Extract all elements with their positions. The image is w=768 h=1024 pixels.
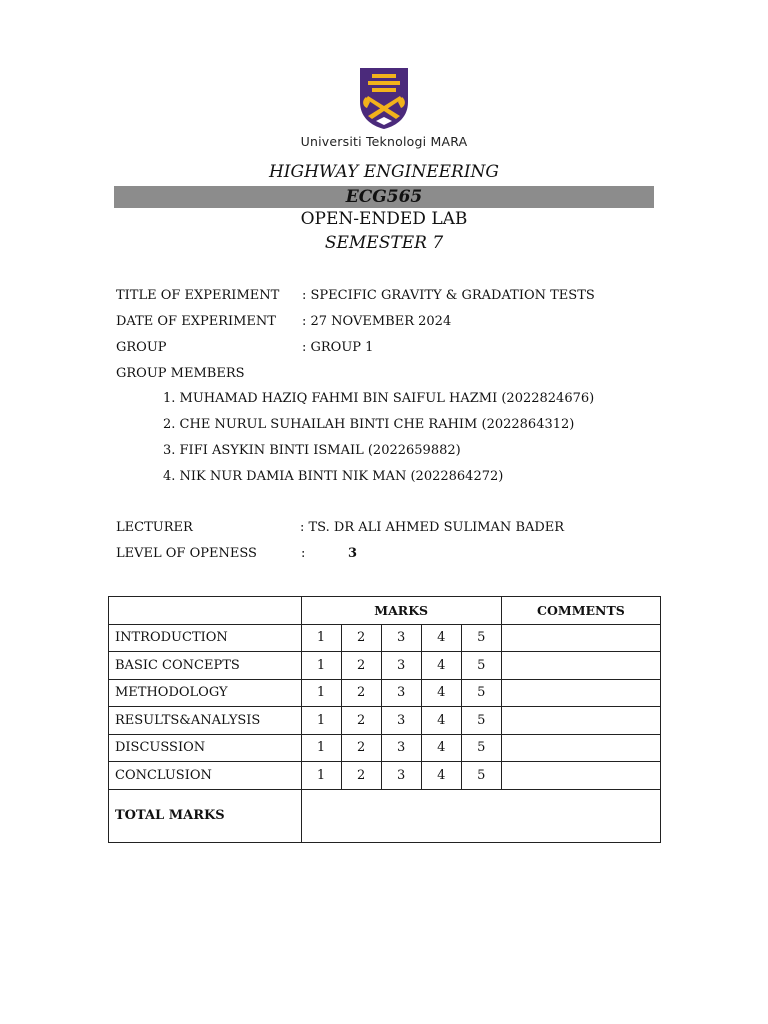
score-cell[interactable]: 5: [461, 679, 501, 707]
score-cell[interactable]: 2: [341, 762, 381, 790]
score-cell[interactable]: 2: [341, 679, 381, 707]
criterion-label: BASIC CONCEPTS: [109, 652, 302, 680]
criterion-label: INTRODUCTION: [109, 624, 302, 652]
score-cell[interactable]: 5: [461, 762, 501, 790]
score-cell[interactable]: 4: [421, 679, 461, 707]
criterion-label: METHODOLOGY: [109, 679, 302, 707]
semester: SEMESTER 7: [324, 233, 444, 253]
score-cell[interactable]: 2: [341, 734, 381, 762]
table-row: [109, 624, 661, 652]
openness-value: 3: [348, 546, 358, 561]
table-row: [109, 734, 661, 762]
table-row: [109, 652, 661, 680]
score-cell[interactable]: 5: [461, 624, 501, 652]
table-row: [109, 679, 661, 707]
group-label: GROUP: [116, 340, 167, 355]
date-value: : 27 NOVEMBER 2024: [302, 314, 452, 329]
group-value: : GROUP 1: [302, 340, 374, 355]
blank-header-cell: [109, 597, 302, 625]
score-cell[interactable]: 3: [381, 679, 421, 707]
course-title: HIGHWAY ENGINEERING: [268, 162, 500, 182]
score-cell[interactable]: 2: [341, 707, 381, 735]
table-row: [109, 762, 661, 790]
score-cell[interactable]: 2: [341, 624, 381, 652]
criterion-label: DISCUSSION: [109, 734, 302, 762]
uitm-logo: [358, 66, 410, 130]
score-cell[interactable]: 1: [301, 652, 341, 680]
score-cell[interactable]: 1: [301, 679, 341, 707]
score-cell[interactable]: 4: [421, 624, 461, 652]
lab-type: OPEN-ENDED LAB: [300, 209, 468, 229]
member-item: 3. FIFI ASYKIN BINTI ISMAIL (2022659882): [163, 443, 461, 458]
table-row: [109, 707, 661, 735]
comment-cell[interactable]: [501, 679, 660, 707]
criterion-label: CONCLUSION: [109, 762, 302, 790]
total-marks-cell[interactable]: [301, 789, 660, 842]
score-cell[interactable]: 5: [461, 707, 501, 735]
comment-cell[interactable]: [501, 624, 660, 652]
score-cell[interactable]: 3: [381, 624, 421, 652]
score-cell[interactable]: 1: [301, 762, 341, 790]
comment-cell[interactable]: [501, 762, 660, 790]
university-name: Universiti Teknologi MARA: [300, 134, 468, 149]
score-cell[interactable]: 4: [421, 707, 461, 735]
score-cell[interactable]: 3: [381, 707, 421, 735]
score-cell[interactable]: 2: [341, 652, 381, 680]
comment-cell[interactable]: [501, 652, 660, 680]
score-cell[interactable]: 4: [421, 652, 461, 680]
score-cell[interactable]: 1: [301, 707, 341, 735]
marks-header: MARKS: [301, 597, 501, 625]
openness-label: LEVEL OF OPENESS: [116, 546, 257, 561]
score-cell[interactable]: 4: [421, 762, 461, 790]
comment-cell[interactable]: [501, 734, 660, 762]
score-cell[interactable]: 3: [381, 762, 421, 790]
score-cell[interactable]: 1: [301, 734, 341, 762]
table-header-row: [109, 597, 661, 625]
date-label: DATE OF EXPERIMENT: [116, 314, 276, 329]
comment-cell[interactable]: [501, 707, 660, 735]
score-cell[interactable]: 1: [301, 624, 341, 652]
score-cell[interactable]: 5: [461, 734, 501, 762]
criterion-label: RESULTS&ANALYSIS: [109, 707, 302, 735]
marks-table: [108, 596, 661, 843]
score-cell[interactable]: 5: [461, 652, 501, 680]
member-item: 2. CHE NURUL SUHAILAH BINTI CHE RAHIM (2022864312): [163, 417, 575, 432]
course-code: ECG565: [345, 187, 423, 207]
title-value: : SPECIFIC GRAVITY & GRADATION TESTS: [302, 288, 595, 303]
title-label: TITLE OF EXPERIMENT: [116, 288, 280, 303]
total-row: [109, 789, 661, 842]
score-cell[interactable]: 3: [381, 734, 421, 762]
total-marks-label: TOTAL MARKS: [109, 789, 302, 842]
score-cell[interactable]: 3: [381, 652, 421, 680]
openness-colon: :: [301, 546, 306, 561]
lecturer-label: LECTURER: [116, 520, 193, 535]
lecturer-value: : TS. DR ALI AHMED SULIMAN BADER: [300, 520, 565, 535]
member-item: 4. NIK NUR DAMIA BINTI NIK MAN (2022864272): [163, 469, 504, 484]
score-cell[interactable]: 4: [421, 734, 461, 762]
comments-header: COMMENTS: [501, 597, 660, 625]
members-label: GROUP MEMBERS: [116, 366, 245, 381]
member-item: 1. MUHAMAD HAZIQ FAHMI BIN SAIFUL HAZMI (2022824676): [163, 391, 595, 406]
